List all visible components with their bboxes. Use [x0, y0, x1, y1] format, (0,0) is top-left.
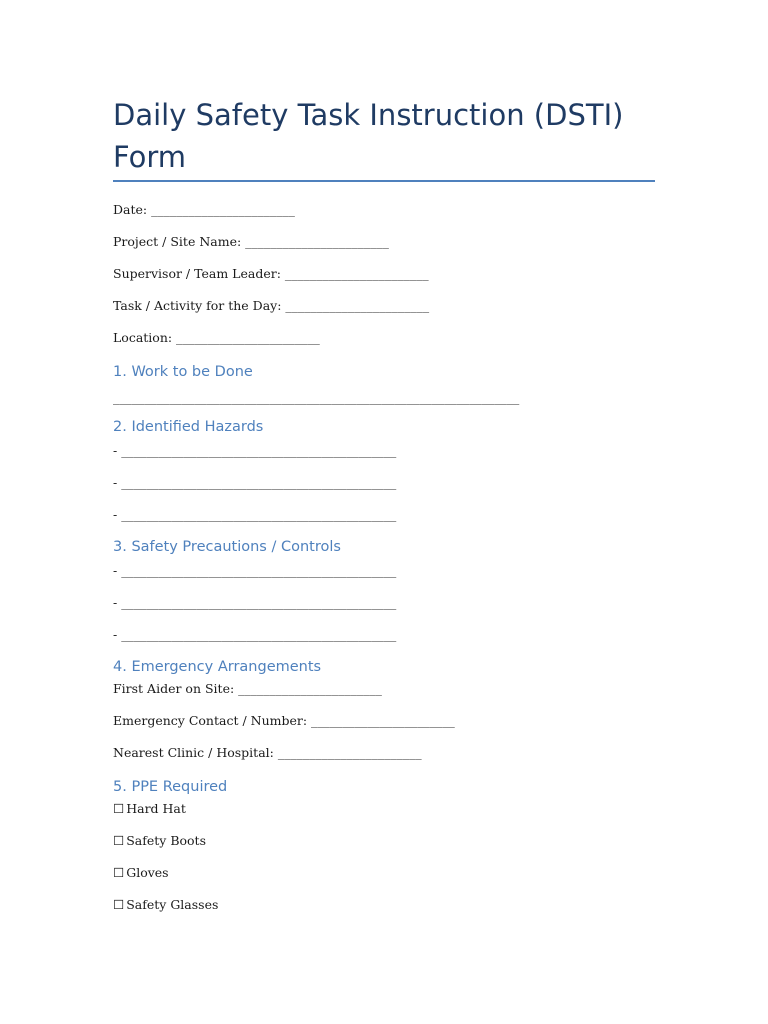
supervisor-field: Supervisor / Team Leader: _______________________	[113, 266, 429, 281]
safety-precautions-heading: 3. Safety Precautions / Controls	[113, 539, 341, 555]
project-site-name-field: Project / Site Name: _______________________	[113, 234, 389, 249]
ppe-item-label: Hard Hat	[126, 801, 186, 816]
checkbox-icon[interactable]: ☐	[113, 865, 125, 880]
ppe-item-gloves	[113, 865, 169, 881]
ppe-item-label: Gloves	[126, 865, 169, 880]
ppe-item-hard-hat	[113, 801, 186, 817]
ppe-item-label: Safety Glasses	[126, 897, 219, 912]
ppe-item-label: Safety Boots	[126, 833, 206, 848]
date-field: Date: _______________________	[113, 202, 295, 217]
precaution-line: - ____________________________________________	[113, 595, 397, 610]
ppe-item-safety-boots	[113, 833, 206, 849]
work-to-be-done-heading: 1. Work to be Done	[113, 364, 253, 380]
checkbox-icon[interactable]: ☐	[113, 801, 125, 816]
checkbox-icon[interactable]: ☐	[113, 833, 125, 848]
identified-hazards-heading: 2. Identified Hazards	[113, 419, 264, 435]
first-aider-field: First Aider on Site: _______________________	[113, 681, 382, 696]
precaution-line: - ____________________________________________	[113, 563, 397, 578]
ppe-item-safety-glasses	[113, 897, 218, 913]
page-title: Daily Safety Task Instruction (DSTI) Form	[113, 98, 624, 174]
work-to-be-done-line: _________________________________________________________________	[113, 390, 520, 405]
emergency-contact-field: Emergency Contact / Number: _______________________	[113, 713, 455, 728]
hazard-line: - ____________________________________________	[113, 507, 397, 522]
title-underline	[113, 180, 655, 182]
hazard-line: - ____________________________________________	[113, 443, 397, 458]
emergency-arrangements-heading: 4. Emergency Arrangements	[113, 659, 322, 675]
checkbox-icon[interactable]: ☐	[113, 897, 125, 912]
hazard-line: - ____________________________________________	[113, 475, 397, 490]
nearest-clinic-field: Nearest Clinic / Hospital: _______________________	[113, 745, 422, 760]
ppe-required-heading: 5. PPE Required	[113, 779, 228, 795]
location-field: Location: _______________________	[113, 330, 320, 345]
precaution-line: - ____________________________________________	[113, 627, 397, 642]
task-activity-field: Task / Activity for the Day: _______________________	[113, 298, 430, 313]
